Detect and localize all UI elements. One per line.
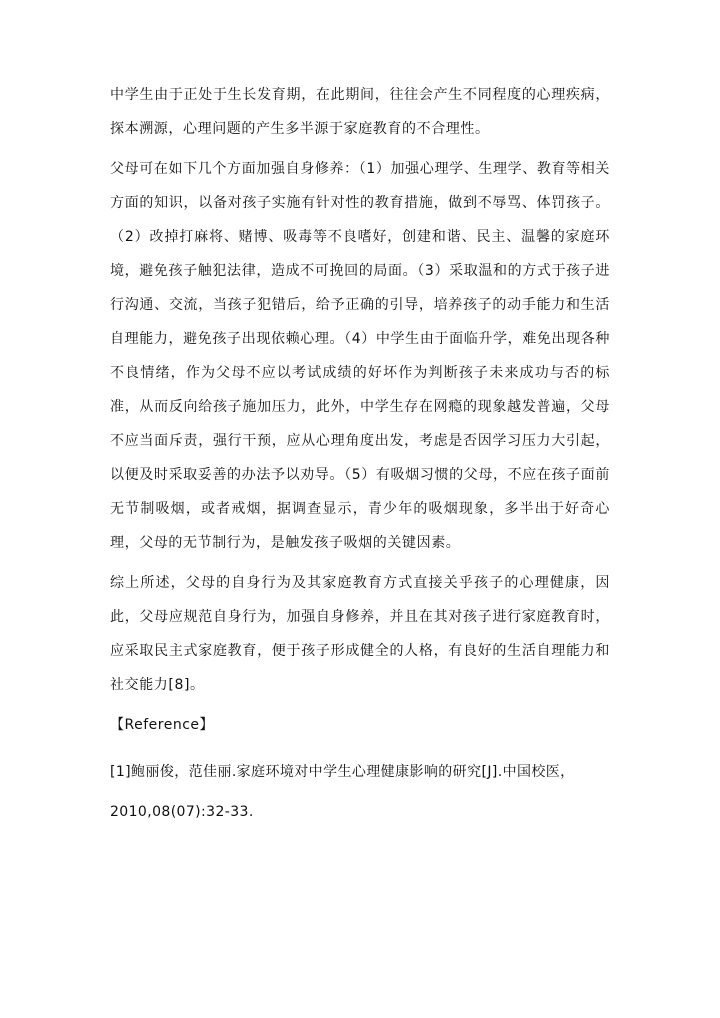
body-paragraph: 中学生由于正处于生长发育期，在此期间，往往会产生不同程度的心理疾病，探本溯源，心理问题的产生多半源于家庭教育的不合理性。	[110, 87, 610, 137]
document-page	[110, 78, 610, 832]
reference-item: [1]鲍丽俊，范佳丽.家庭环境对中学生心理健康影响的研究[J].中国校医，2010,08(07):32-33.	[110, 764, 575, 820]
body-paragraph: 父母可在如下几个方面加强自身修养：（1）加强心理学、生理学、教育等相关方面的知识，以备对孩子实施有针对性的教育措施，做到不辱骂、体罚孩子。（2）改掉打麻将、赌博、吸毒等不良嗜好，创建和谐、民主、温馨的家庭环境，避免孩子触犯法律，造成不可挽回的局面。（3）采取温和的方式于孩子进行沟通、交流，当孩子犯错后，给予正确的引导，培养孩子的动手能力和生活自理能力，避免孩子出现依赖心理。（4）中学生由于面临升学，难免出现各种不良情绪，作为父母不应以考试成绩的好坏作为判断孩子未来成功与否的标准，从而反向给孩子施加压力，此外，中学生存在网瘾的现象越发普遍，父母不应当面斥责，强行干预，应从心理角度出发，考虑是否因学习压力大引起，以便及时采取妥善的办法予以劝导。（5）有吸烟习惯的父母，不应在孩子面前无节制吸烟，或者戒烟，据调查显示，青少年的吸烟现象，多半出于好奇心理，父母的无节制行为，是触发孩子吸烟的关键因素。	[110, 161, 610, 551]
reference-list	[110, 752, 610, 832]
body-paragraph: 综上所述，父母的自身行为及其家庭教育方式直接关乎孩子的心理健康，因此，父母应规范自身行为，加强自身修养，并且在其对孩子进行家庭教育时，应采取民主式家庭教育，便于孩子形成健全的人格，有良好的生活自理能力和社交能力[8]。	[110, 575, 610, 693]
reference-heading: 【Reference】	[110, 717, 214, 733]
